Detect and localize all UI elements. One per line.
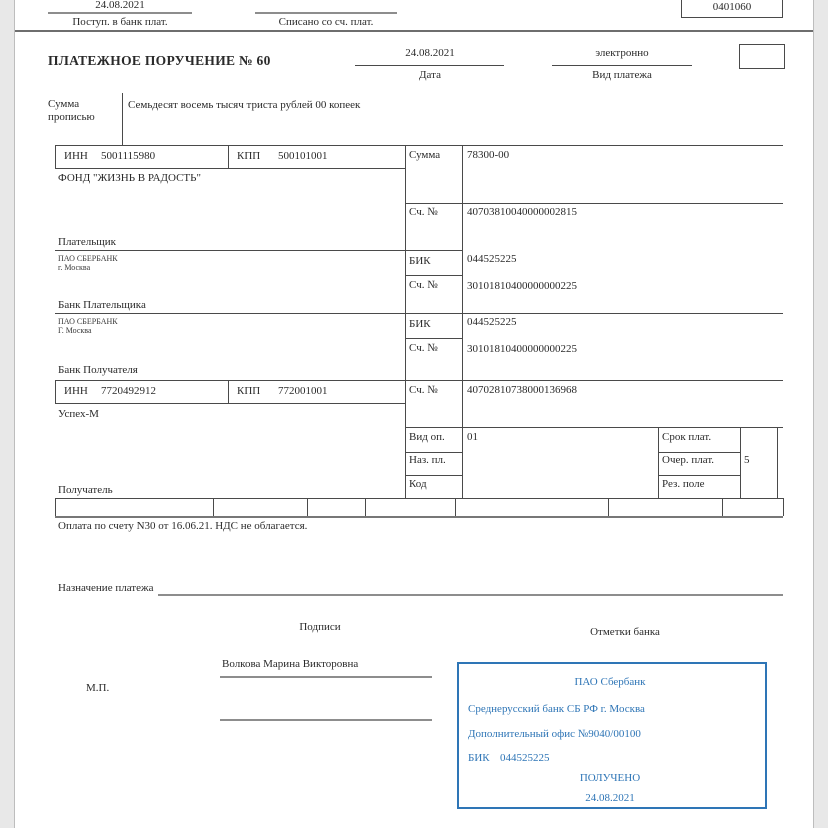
priority-value: 5 [744,454,750,466]
payee-account-label: Сч. № [409,384,438,396]
table-line [658,452,740,453]
signature-line [220,719,432,721]
payee-kpp-value: 772001001 [278,385,328,397]
purpose-code-label: Наз. пл. [409,454,446,466]
viewer-left-margin [0,0,15,828]
payment-kind-label: Вид платежа [592,69,652,81]
form-code-box [681,0,783,18]
table-line [307,498,308,516]
viewer-right-margin [813,0,828,828]
payer-bank-label: Банк Плательщика [58,299,146,311]
amount-words-label: Сумма прописью [48,98,95,123]
table-line [55,313,783,314]
signature-line [220,676,432,678]
received-label: Поступ. в банк плат. [72,16,168,28]
op-kind-value: 01 [467,431,478,443]
received-date-line [48,12,192,14]
payee-kpp-label: КПП [237,385,261,397]
table-line [740,427,741,498]
payer-kpp-value: 500101001 [278,150,328,162]
table-line [722,498,723,516]
payer-inn-value: 5001115980 [101,150,156,162]
table-line [405,452,462,453]
amount-words-value: Семьдесят восемь тысяч триста рублей 00 копеек [128,99,361,111]
table-line [55,403,405,404]
payee-inn-label: ИНН [64,385,88,397]
table-line [783,498,784,516]
signer-name: Волкова Марина Викторовна [222,658,359,670]
reserve-label: Рез. поле [662,478,705,490]
stamp-date: 24.08.2021 [585,792,635,804]
table-line [658,475,740,476]
table-line [455,498,456,516]
status-code-box [739,44,785,69]
payer-kpp-label: КПП [237,150,261,162]
table-line [228,145,229,168]
table-line [55,516,783,518]
table-line [405,275,462,276]
table-line [55,380,56,403]
payee-inn-value: 7720492912 [101,385,156,397]
purpose-label: Назначение платежа [58,582,154,594]
payer-bank-account-value: 30101810400000000225 [467,280,577,292]
page-top-rule [15,30,813,32]
payer-name: ФОНД "ЖИЗНЬ В РАДОСТЬ" [58,172,201,184]
amount-words-divider [122,93,123,145]
received-date: 24.08.2021 [95,0,145,11]
doc-date-line [355,65,504,66]
payee-bank-account-value: 30101810400000000225 [467,343,577,355]
stamp-bik-value: 044525225 [500,752,550,764]
purpose-line [158,594,783,596]
purpose-text: Оплата по счету N30 от 16.06.21. НДС не облагается. [58,520,308,532]
table-line [55,250,462,251]
op-kind-label: Вид оп. [409,431,445,443]
payee-bank-bik-label: БИК [409,318,431,330]
payee-account-value: 40702810738000136968 [467,384,577,396]
payee-bank-name: ПАО СБЕРБАНК [58,317,118,326]
payee-bank-city: Г. Москва [58,326,92,335]
table-line [55,145,56,168]
bank-marks-label: Отметки банка [590,626,660,638]
table-line [462,145,463,498]
payee-label: Получатель [58,484,113,496]
table-line [55,380,783,381]
table-line [55,498,56,516]
payer-bank-bik-value: 044525225 [467,253,517,265]
doc-date-label: Дата [419,69,441,81]
stamp-status: ПОЛУЧЕНО [579,772,641,784]
table-line [777,427,778,498]
payee-bank-label: Банк Получателя [58,364,138,376]
table-line [228,380,229,403]
payer-bank-bik-label: БИК [409,255,431,267]
form-code: 0401060 [712,1,752,13]
table-line [405,338,462,339]
table-line [365,498,366,516]
table-line [405,475,462,476]
payer-inn-label: ИНН [64,150,88,162]
table-line [55,168,405,169]
stamp-branch: Среднерусский банк СБ РФ г. Москва [468,703,645,715]
payer-account-value: 40703810040000002815 [467,206,577,218]
table-line [405,145,406,498]
payer-bank-account-label: Сч. № [409,279,438,291]
table-line [55,498,783,499]
stamp-office: Дополнительный офис №9040/00100 [468,728,641,740]
table-line [658,427,659,498]
signatures-label: Подписи [299,621,341,633]
payee-bank-account-label: Сч. № [409,342,438,354]
payment-kind-line [552,65,692,66]
stamp-bank-name: ПАО Сбербанк [574,676,646,688]
payer-bank-city: г. Москва [58,263,91,272]
mp-label: М.П. [86,682,110,694]
table-line [608,498,609,516]
table-line [405,427,783,428]
code-label: Код [409,478,427,490]
document-title: ПЛАТЕЖНОЕ ПОРУЧЕНИЕ № 60 [48,53,271,68]
table-line [405,203,783,204]
due-date-label: Срок плат. [662,431,712,443]
amount-value: 78300-00 [467,149,510,161]
payee-name: Успех-М [58,408,99,420]
table-line [213,498,214,516]
priority-label: Очер. плат. [662,454,715,466]
payer-account-label: Сч. № [409,206,438,218]
debited-label: Списано со сч. плат. [278,16,374,28]
payer-bank-name: ПАО СБЕРБАНК [58,254,118,263]
amount-label: Сумма [409,149,441,161]
stamp-bik-label: БИК [468,752,490,764]
payee-bank-bik-value: 044525225 [467,316,517,328]
bank-stamp-box [457,662,767,809]
doc-date-value: 24.08.2021 [405,47,455,59]
payer-label: Плательщик [58,236,116,248]
debited-line [255,12,397,14]
payment-kind-value: электронно [595,47,649,59]
table-line [55,145,783,146]
